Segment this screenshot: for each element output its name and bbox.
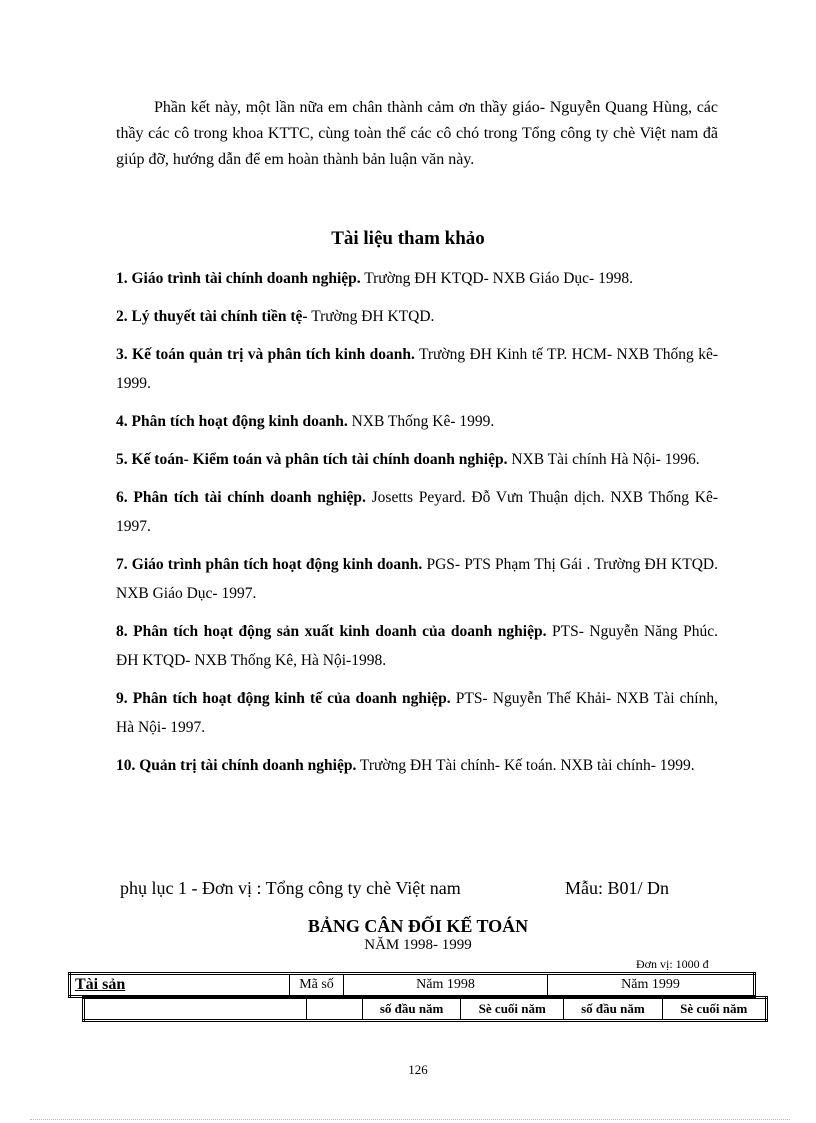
col-year-1999: Năm 1999 [547,974,754,997]
reference-title: 6. Phân tích tài chính doanh nghiệp. [116,489,366,506]
reference-title: 3. Kế toán quản trị và phân tích kinh doanh. [116,346,415,363]
reference-title: 8. Phân tích hoạt động sản xuất kinh doanh của doanh nghiệp. [116,623,547,640]
reference-title: 5. Kế toán- Kiểm toán và phân tích tài chính doanh nghiệp. [116,451,508,468]
form-code: Mẫu: B01/ Dn [565,878,670,898]
reference-details: NXB Tài chính Hà Nội- 1996. [507,451,700,468]
reference-details: PTS- Nguyễn Thế Khải- NXB Tài chính, Hà Nội- 1997. [116,690,718,736]
reference-title: 1. Giáo trình tài chính doanh nghiệp. [116,270,361,287]
reference-title: 4. Phân tích hoạt động kinh doanh. [116,413,348,430]
col-year-1998: Năm 1998 [344,974,548,997]
reference-title: 7. Giáo trình phân tích hoạt động kinh doanh. [116,556,423,573]
closing-paragraph: Phần kết này, một lần nữa em chân thành cảm ơn thầy giáo- Nguyễn Quang Hùng, các thầy các cô trong khoa KTTC, cùng toàn thể các cô chó trong Tổng công ty chè Việt nam đã giúp đỡ, hướng dẫn để em hoàn thành bản luận văn này. [116,99,718,168]
balance-sheet-title: BẢNG CÂN ĐỐI KẾ TOÁN [307,916,529,936]
reference-item [116,684,718,742]
reference-item [116,445,718,474]
reference-details: PGS- PTS Phạm Thị Gái . Trường ĐH KTQD. NXB Giáo Dục- 1997. [116,556,718,602]
references-title: Tài liệu tham khảo [331,228,485,249]
sub-col: Sè cuối năm [461,998,564,1021]
reference-details: PTS- Nguyễn Năng Phúc. ĐH KTQD- NXB Thống Kê, Hà Nội-1998. [116,623,718,669]
sub-col: số đầu năm [564,998,662,1021]
empty-cell [307,998,363,1021]
page-number: 126 [408,1062,428,1077]
reference-item [116,617,718,675]
unit-label: Đơn vị: 1000 đ [636,957,709,971]
reference-item [116,407,718,436]
references-list [116,264,718,789]
appendix-label: phụ lục 1 - Đơn vị : Tổng công ty chè Việt nam [120,878,461,898]
reference-details: Trường ĐH Tài chính- Kế toán. NXB tài chính- 1999. [356,757,695,774]
reference-item [116,751,718,780]
reference-title: 10. Quản trị tài chính doanh nghiệp. [116,757,357,774]
reference-item [116,302,718,331]
balance-sheet-subtitle: NĂM 1998- 1999 [364,937,472,953]
col-asset: Tài sản [70,974,290,997]
reference-item [116,550,718,608]
reference-details: NXB Thống Kê- 1999. [347,413,495,430]
reference-details: Trường ĐH Kinh tế TP. HCM- NXB Thống kê- 1999. [116,346,718,392]
sub-col: số đầu năm [363,998,461,1021]
reference-item [116,264,718,293]
empty-cell [84,998,307,1021]
reference-details: Trường ĐH KTQD. [307,308,435,325]
page-divider [30,1119,790,1120]
reference-item [116,340,718,398]
reference-item [116,483,718,541]
sub-col: Sè cuối năm [662,998,766,1021]
balance-sheet-header [68,972,756,998]
reference-title: 9. Phân tích hoạt động kinh tế của doanh nghiệp. [116,690,451,707]
reference-title: 2. Lý thuyết tài chính tiền tệ- [116,308,308,325]
balance-sheet-subheader [82,996,768,1022]
col-code: Mã số [290,974,344,997]
reference-details: Trường ĐH KTQD- NXB Giáo Dục- 1998. [360,270,633,287]
reference-details: Josetts Peyard. Đỗ Vưn Thuận dịch. NXB Thống Kê- 1997. [116,489,718,535]
